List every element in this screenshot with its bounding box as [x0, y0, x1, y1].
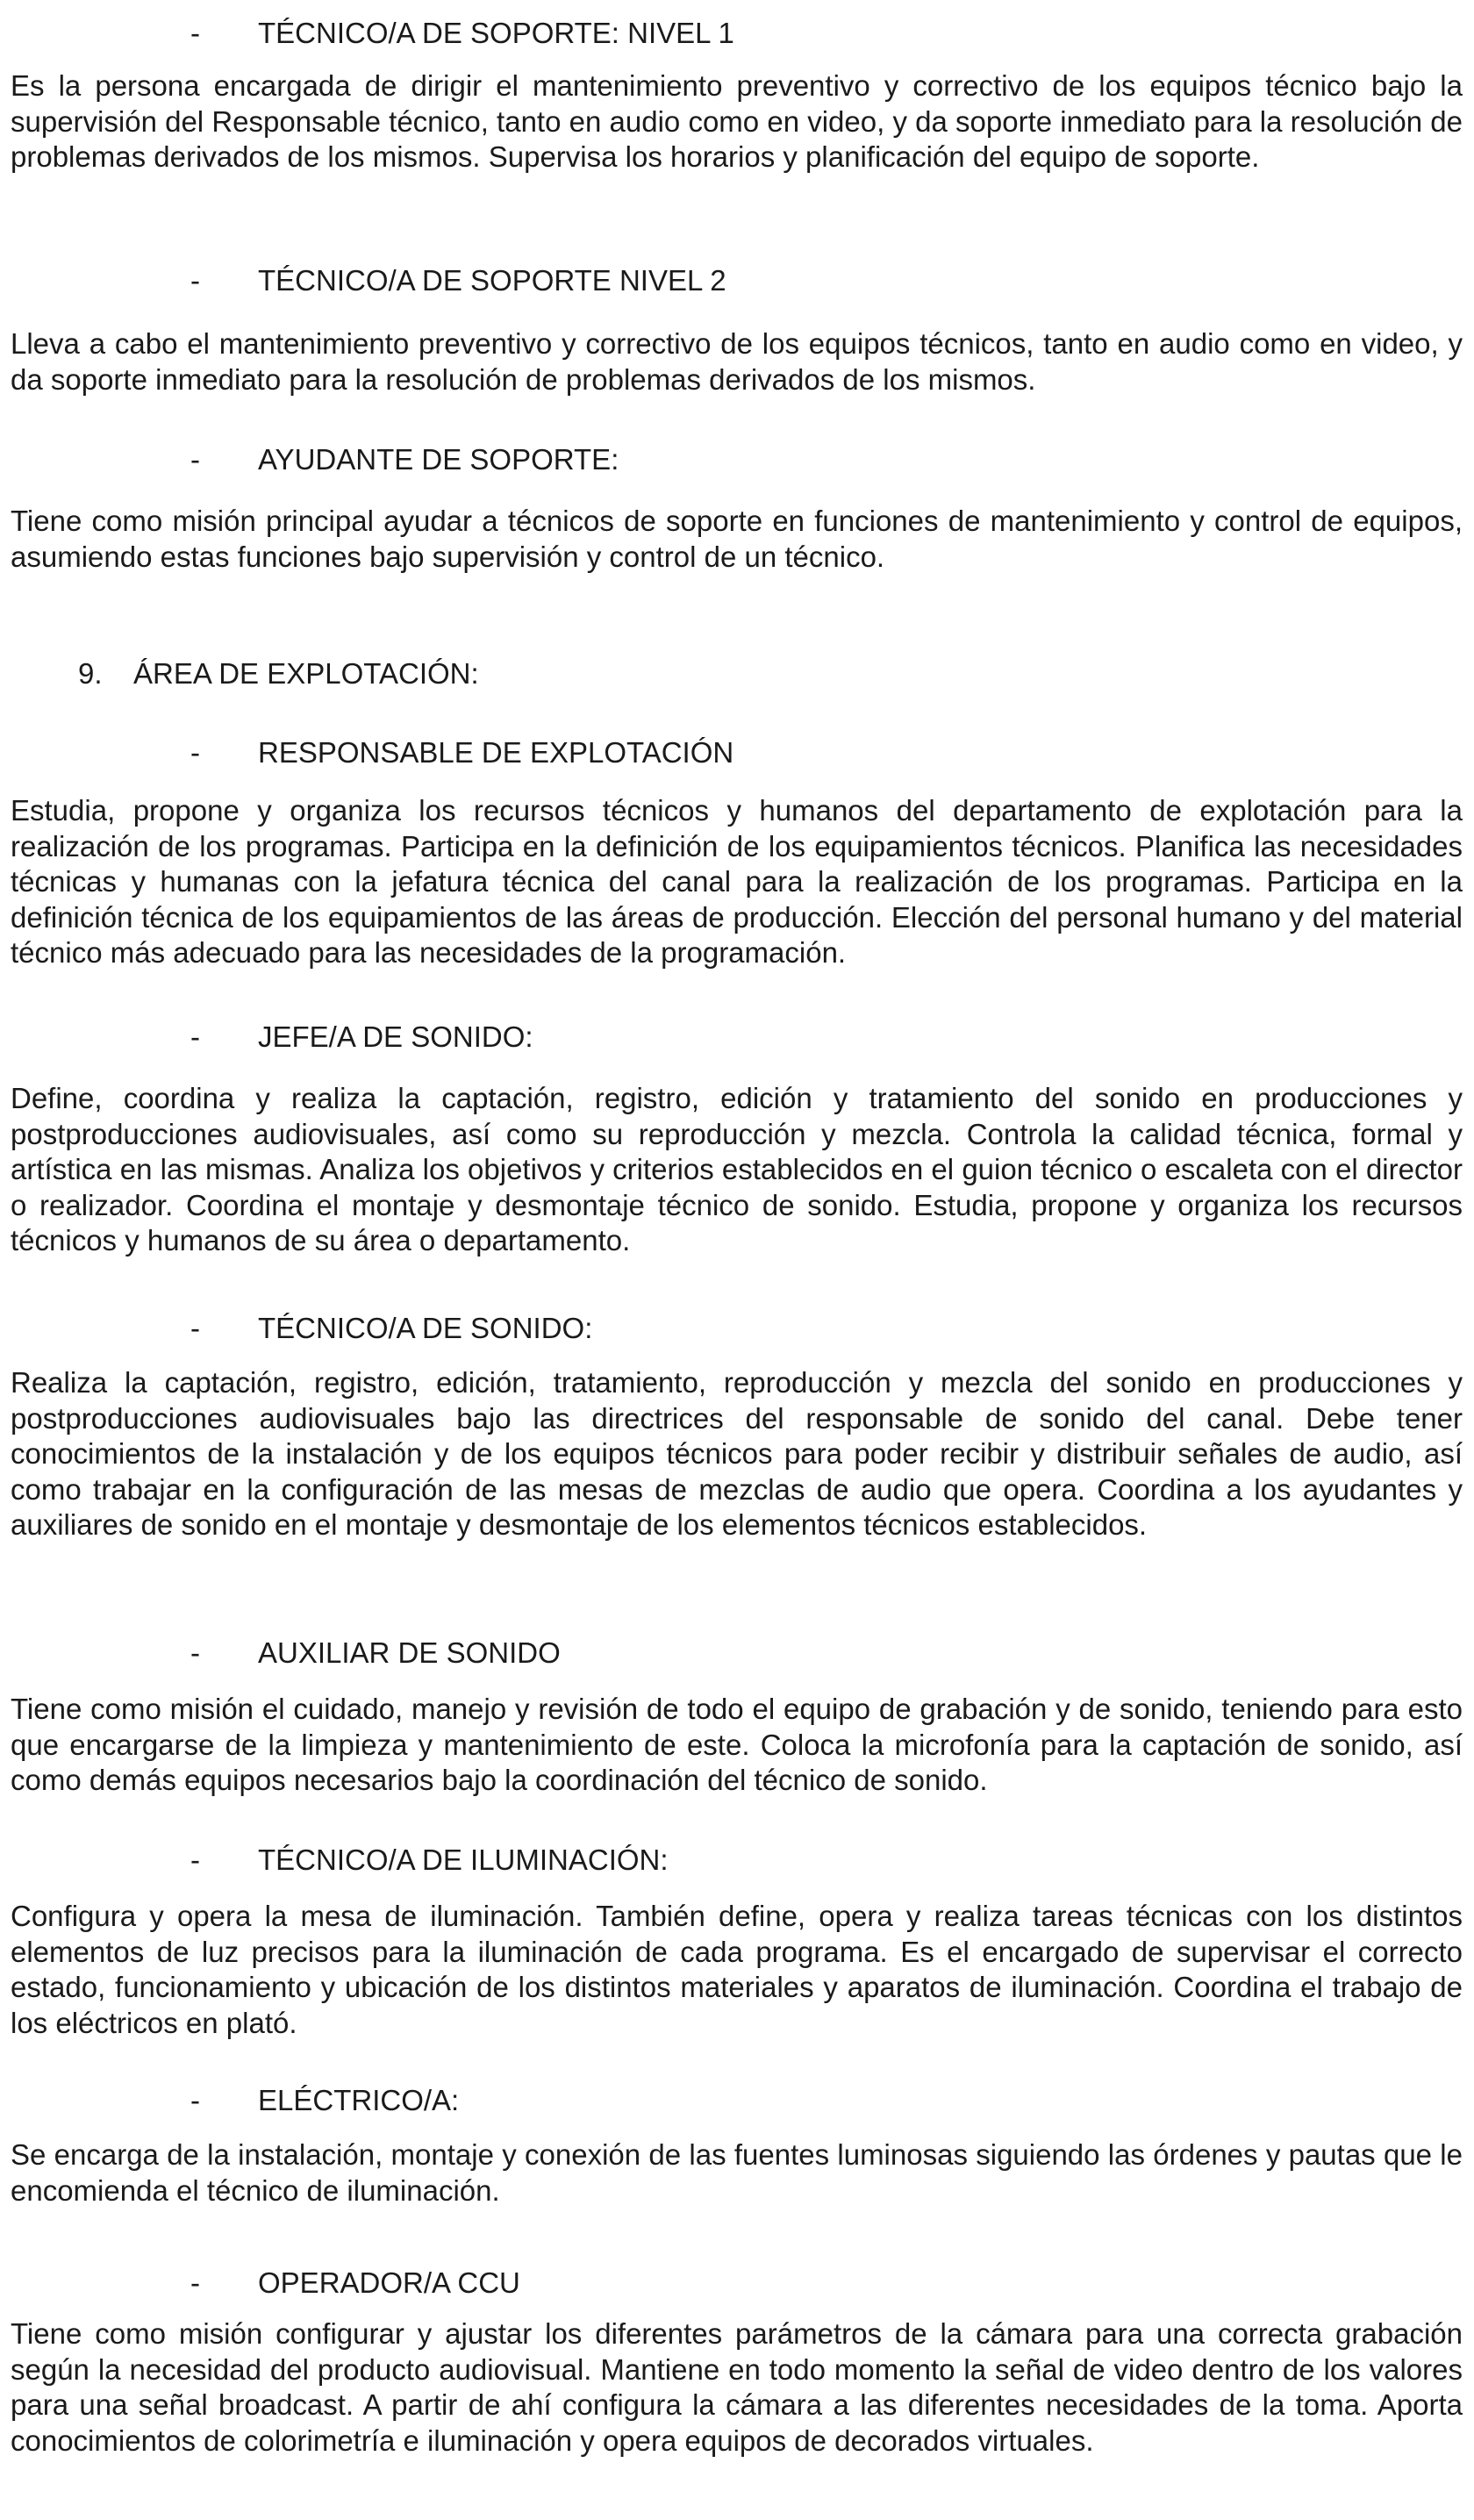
heading-ayudante-soporte	[11, 440, 1463, 479]
paragraph-electrico: Se encarga de la instalación, montaje y conexión de las fuentes luminosas siguiendo las órdenes y pautas que le encomienda el técnico de iluminación.	[11, 2138, 1463, 2207]
heading-text: OPERADOR/A CCU	[258, 2266, 520, 2299]
heading-text: TÉCNICO/A DE SOPORTE NIVEL 2	[258, 264, 726, 297]
heading-text: TÉCNICO/A DE SOPORTE: NIVEL 1	[258, 17, 734, 49]
heading-tecnico-iluminacion	[11, 1841, 1463, 1879]
section-number: 9.	[78, 657, 103, 690]
heading-tecnico-sonido	[11, 1309, 1463, 1348]
heading-text: JEFE/A DE SONIDO:	[258, 1020, 533, 1053]
heading-text: ELÉCTRICO/A:	[258, 2084, 460, 2116]
paragraph-tecnico-soporte-nivel-2: Lleva a cabo el mantenimiento preventivo y correctivo de los equipos técnicos, tanto en audio como en video, y da soporte inmediato para la resolución de problemas derivados de los mismos.	[11, 327, 1463, 396]
heading-operador-ccu	[11, 2264, 1463, 2302]
paragraph-tecnico-iluminacion: Configura y opera la mesa de iluminación. También define, opera y realiza tareas técnicas con los distintos elementos de luz precisos para la iluminación de cada programa. Es el encargado de supervisar el correcto estado, funcionamiento y ubicación de los distintos materiales y aparatos de iluminación. Coordina el trabajo de los eléctricos en plató.	[11, 1900, 1463, 2039]
heading-bullet: -	[190, 1843, 200, 1876]
paragraph-auxiliar-sonido: Tiene como misión el cuidado, manejo y revisión de todo el equipo de grabación y de sonido, teniendo para esto que encargarse de la limpieza y mantenimiento de este. Coloca la microfonía para la captación de sonido, así como demás equipos necesarios bajo la coordinación del técnico de sonido.	[11, 1693, 1463, 1797]
heading-text: RESPONSABLE DE EXPLOTACIÓN	[258, 736, 734, 769]
section-title: ÁREA DE EXPLOTACIÓN:	[133, 657, 479, 690]
heading-bullet: -	[190, 1636, 200, 1669]
heading-text: AYUDANTE DE SOPORTE:	[258, 443, 619, 476]
paragraph-operador-ccu: Tiene como misión configurar y ajustar los diferentes parámetros de la cámara para una correcta grabación según la necesidad del producto audiovisual. Mantiene en todo momento la señal de video dentro de los valores para una señal broadcast. A partir de ahí configura la cámara a las diferentes necesidades de la toma. Aporta conocimientos de colorimetría e iluminación y opera equipos de decorados virtuales.	[11, 2317, 1463, 2457]
heading-bullet: -	[190, 736, 200, 769]
heading-electrico	[11, 2081, 1463, 2120]
paragraph-tecnico-soporte-nivel-1: Es la persona encargada de dirigir el mantenimiento preventivo y correctivo de los equipos técnico bajo la supervisión del Responsable técnico, tanto en audio como en video, y da soporte inmediato para la resolución de problemas derivados de los mismos. Supervisa los horarios y planificación del equipo de soporte.	[11, 69, 1463, 174]
heading-bullet: -	[190, 2266, 200, 2299]
heading-bullet: -	[190, 1020, 200, 1053]
heading-bullet: -	[190, 1312, 200, 1344]
heading-tecnico-soporte-nivel-1	[11, 14, 1463, 53]
heading-jefe-sonido	[11, 1018, 1463, 1056]
heading-text: AUXILIAR DE SONIDO	[258, 1636, 561, 1669]
paragraph-responsable-explotacion: Estudia, propone y organiza los recursos técnicos y humanos del departamento de explotación para la realización de los programas. Participa en la definición de los equipamientos técnicos. Planifica las necesidades técnicas y humanas con la jefatura técnica del canal para la realización de los programas. Participa en la definición técnica de los equipamientos de las áreas de producción. Elección del personal humano y del material técnico más adecuado para las necesidades de la programación.	[11, 794, 1463, 970]
heading-text: TÉCNICO/A DE ILUMINACIÓN:	[258, 1843, 669, 1876]
heading-text: TÉCNICO/A DE SONIDO:	[258, 1312, 593, 1344]
heading-bullet: -	[190, 17, 200, 49]
paragraph-jefe-sonido: Define, coordina y realiza la captación, registro, edición y tratamiento del sonido en producciones y postproducciones audiovisuales, así como su reproducción y mezcla. Controla la calidad técnica, formal y artística en las mismas. Analiza los objetivos y criterios establecidos en el guion técnico o escaleta con el director o realizador. Coordina el montaje y desmontaje técnico de sonido. Estudia, propone y organiza los recursos técnicos y humanos de su área o departamento.	[11, 1082, 1463, 1257]
section-heading-area-explotacion	[11, 655, 1463, 693]
heading-bullet: -	[190, 264, 200, 297]
paragraph-tecnico-sonido: Realiza la captación, registro, edición, tratamiento, reproducción y mezcla del sonido en producciones y postproducciones audiovisuales bajo las directrices del responsable de sonido del canal. Debe tener conocimientos de la instalación y de los equipos técnicos para poder recibir y distribuir señales de audio, así como trabajar en la configuración de las mesas de mezclas de audio que opera. Coordina a los ayudantes y auxiliares de sonido en el montaje y desmontaje de los elementos técnicos establecidos.	[11, 1366, 1463, 1542]
heading-auxiliar-sonido	[11, 1634, 1463, 1672]
heading-bullet: -	[190, 2084, 200, 2116]
heading-tecnico-soporte-nivel-2	[11, 261, 1463, 300]
paragraph-ayudante-soporte: Tiene como misión principal ayudar a técnicos de soporte en funciones de mantenimiento y control de equipos, asumiendo estas funciones bajo supervisión y control de un técnico.	[11, 505, 1463, 573]
heading-responsable-explotacion	[11, 734, 1463, 772]
heading-bullet: -	[190, 443, 200, 476]
